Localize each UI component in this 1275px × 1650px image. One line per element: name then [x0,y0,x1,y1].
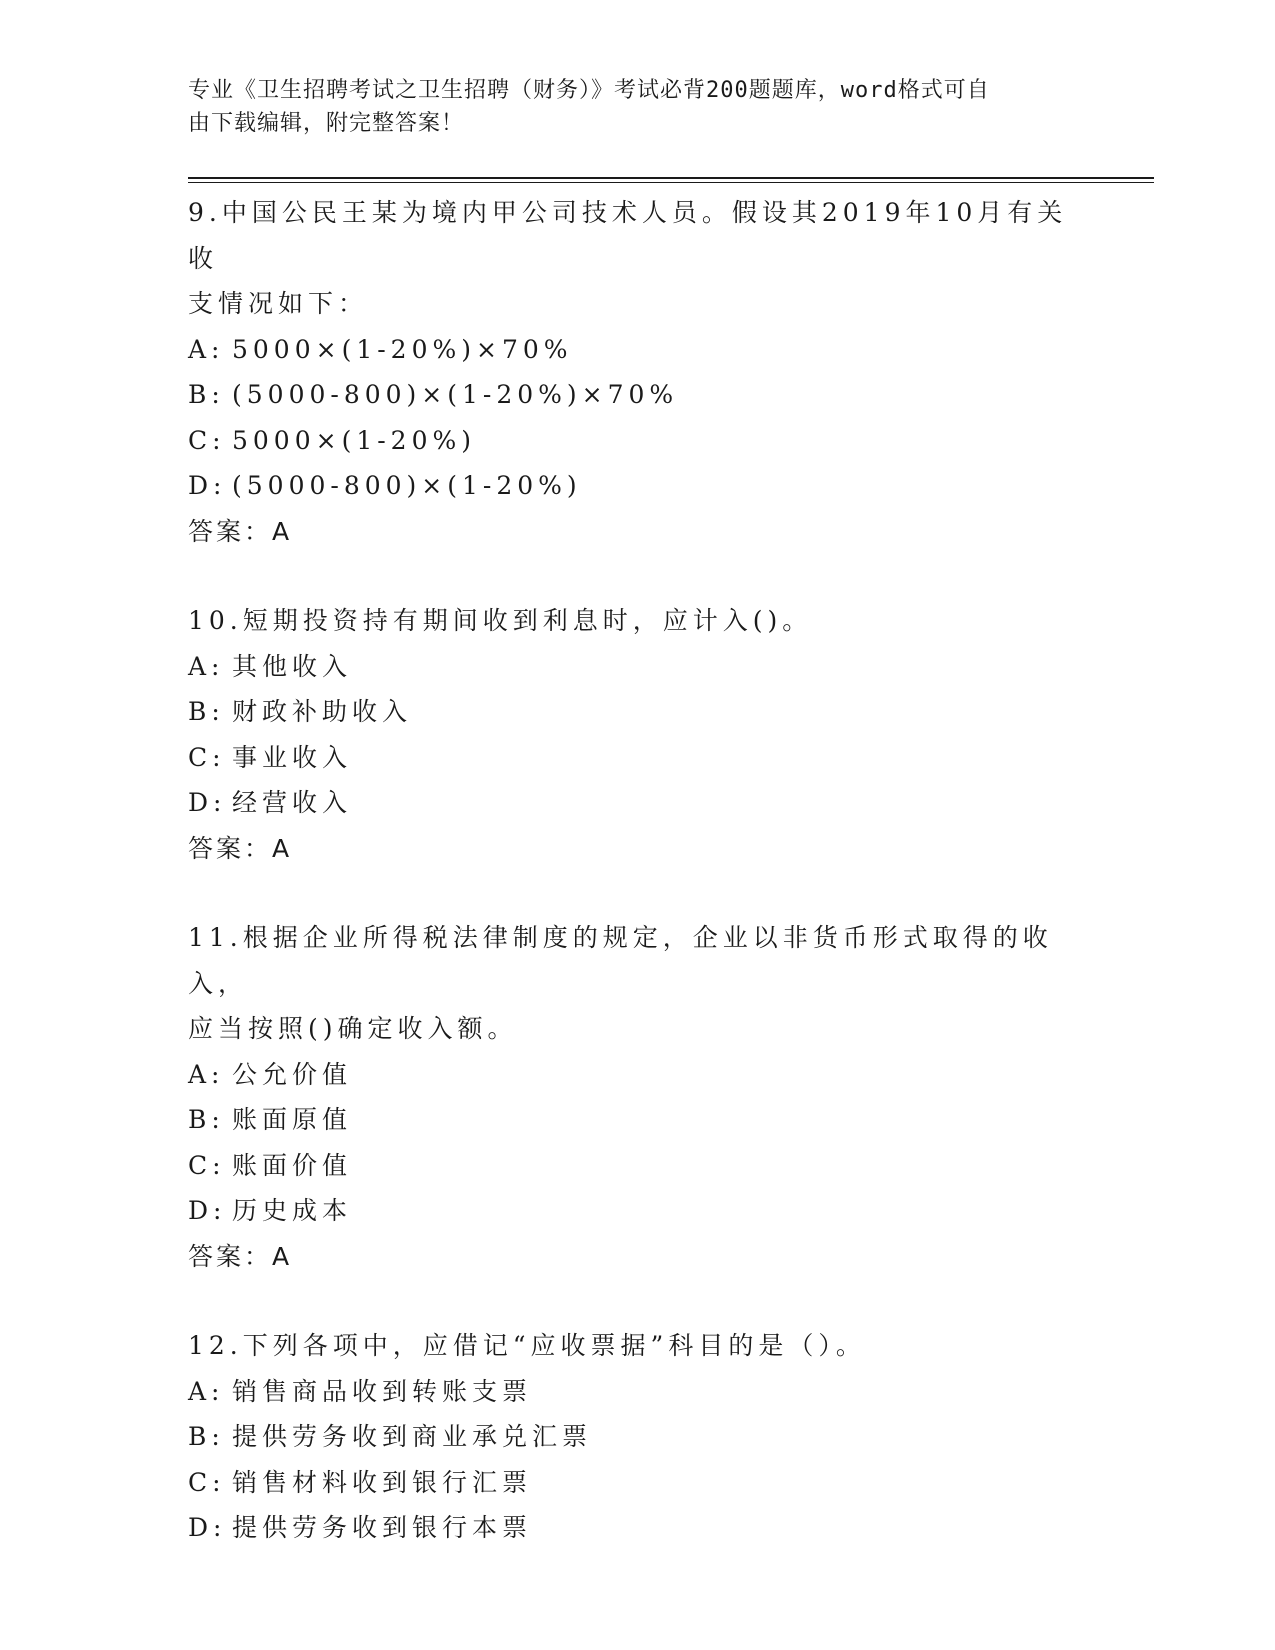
option-letter: B: [188,380,225,409]
option-text: 公允价值 [232,1059,353,1089]
option-text: 财政补助收入 [232,697,413,726]
option-letter: B: [188,1422,225,1451]
option-b [188,689,1068,735]
stem-line: 10.短期投资持有期间收到利息时，应计入()。 [188,606,813,635]
option-d [188,780,1068,826]
option-c [188,1143,1068,1189]
stem-line: 支情况如下： [188,289,369,318]
option-text: 账面价值 [232,1150,353,1180]
option-b [188,1414,1068,1460]
header-rule-thick [188,177,1154,179]
answer-line: 答案：A [188,833,293,863]
document-header [188,74,1068,140]
option-text: 历史成本 [232,1196,353,1225]
question-stem [188,598,1068,644]
option-letter: B: [188,1105,225,1134]
answer-line: 答案：A [188,516,293,546]
option-text: 5000×(1-20%)×70% [232,334,573,364]
option-letter: A: [188,1059,225,1089]
option-text: 其他收入 [232,651,353,681]
option-text: 提供劳务收到银行本票 [232,1513,533,1542]
option-text: 经营收入 [232,788,353,817]
header-rule-thin [188,182,1154,183]
question-11 [188,915,1068,1279]
option-text: 销售材料收到银行汇票 [232,1467,533,1497]
header-line-1: 专业《卫生招聘考试之卫生招聘（财务）》考试必背200题题库，word格式可自 [188,78,990,103]
question-9 [188,190,1068,554]
answer-line: 答案：A [188,1241,293,1271]
question-12 [188,1323,1068,1551]
option-letter: D: [188,471,227,500]
option-text: 账面原值 [232,1105,353,1134]
question-stem [188,915,1068,1052]
option-letter: D: [188,788,227,817]
option-text: 5000×(1-20%) [232,425,476,455]
stem-line: 12.下列各项中，应借记“应收票据”科目的是（）。 [188,1331,866,1360]
stem-line: 11.根据企业所得税法律制度的规定，企业以非货币形式取得的收入， [188,923,1053,998]
option-c [188,1460,1068,1506]
question-stem [188,190,1068,327]
option-text: 销售商品收到转账支票 [232,1376,533,1406]
header-line-2: 由下载编辑，附完整答案！ [188,111,465,136]
option-letter: D: [188,1196,227,1225]
stem-line: 9.中国公民王某为境内甲公司技术人员。假设其2019年10月有关收 [188,198,1068,273]
option-text: (5000-800)×(1-20%)×70% [232,380,679,409]
option-a [188,1369,1068,1415]
option-letter: A: [188,334,225,364]
option-letter: B: [188,697,225,726]
option-a [188,1052,1068,1098]
question-list [188,190,1068,1595]
option-d [188,1188,1068,1234]
option-letter: C: [188,1467,226,1497]
option-a [188,327,1068,373]
option-letter: C: [188,742,226,772]
question-stem [188,1323,1068,1369]
option-d [188,463,1068,509]
question-10 [188,598,1068,871]
option-b [188,372,1068,418]
option-text: 事业收入 [232,742,353,772]
option-a [188,644,1068,690]
option-d [188,1505,1068,1551]
option-b [188,1097,1068,1143]
option-letter: D: [188,1513,227,1542]
option-text: 提供劳务收到商业承兑汇票 [232,1422,593,1451]
option-letter: A: [188,1376,225,1406]
option-text: (5000-800)×(1-20%) [232,471,582,500]
option-letter: C: [188,425,226,455]
option-c [188,418,1068,464]
option-c [188,735,1068,781]
stem-line: 应当按照()确定收入额。 [188,1014,518,1043]
option-letter: A: [188,651,225,681]
option-letter: C: [188,1150,226,1180]
